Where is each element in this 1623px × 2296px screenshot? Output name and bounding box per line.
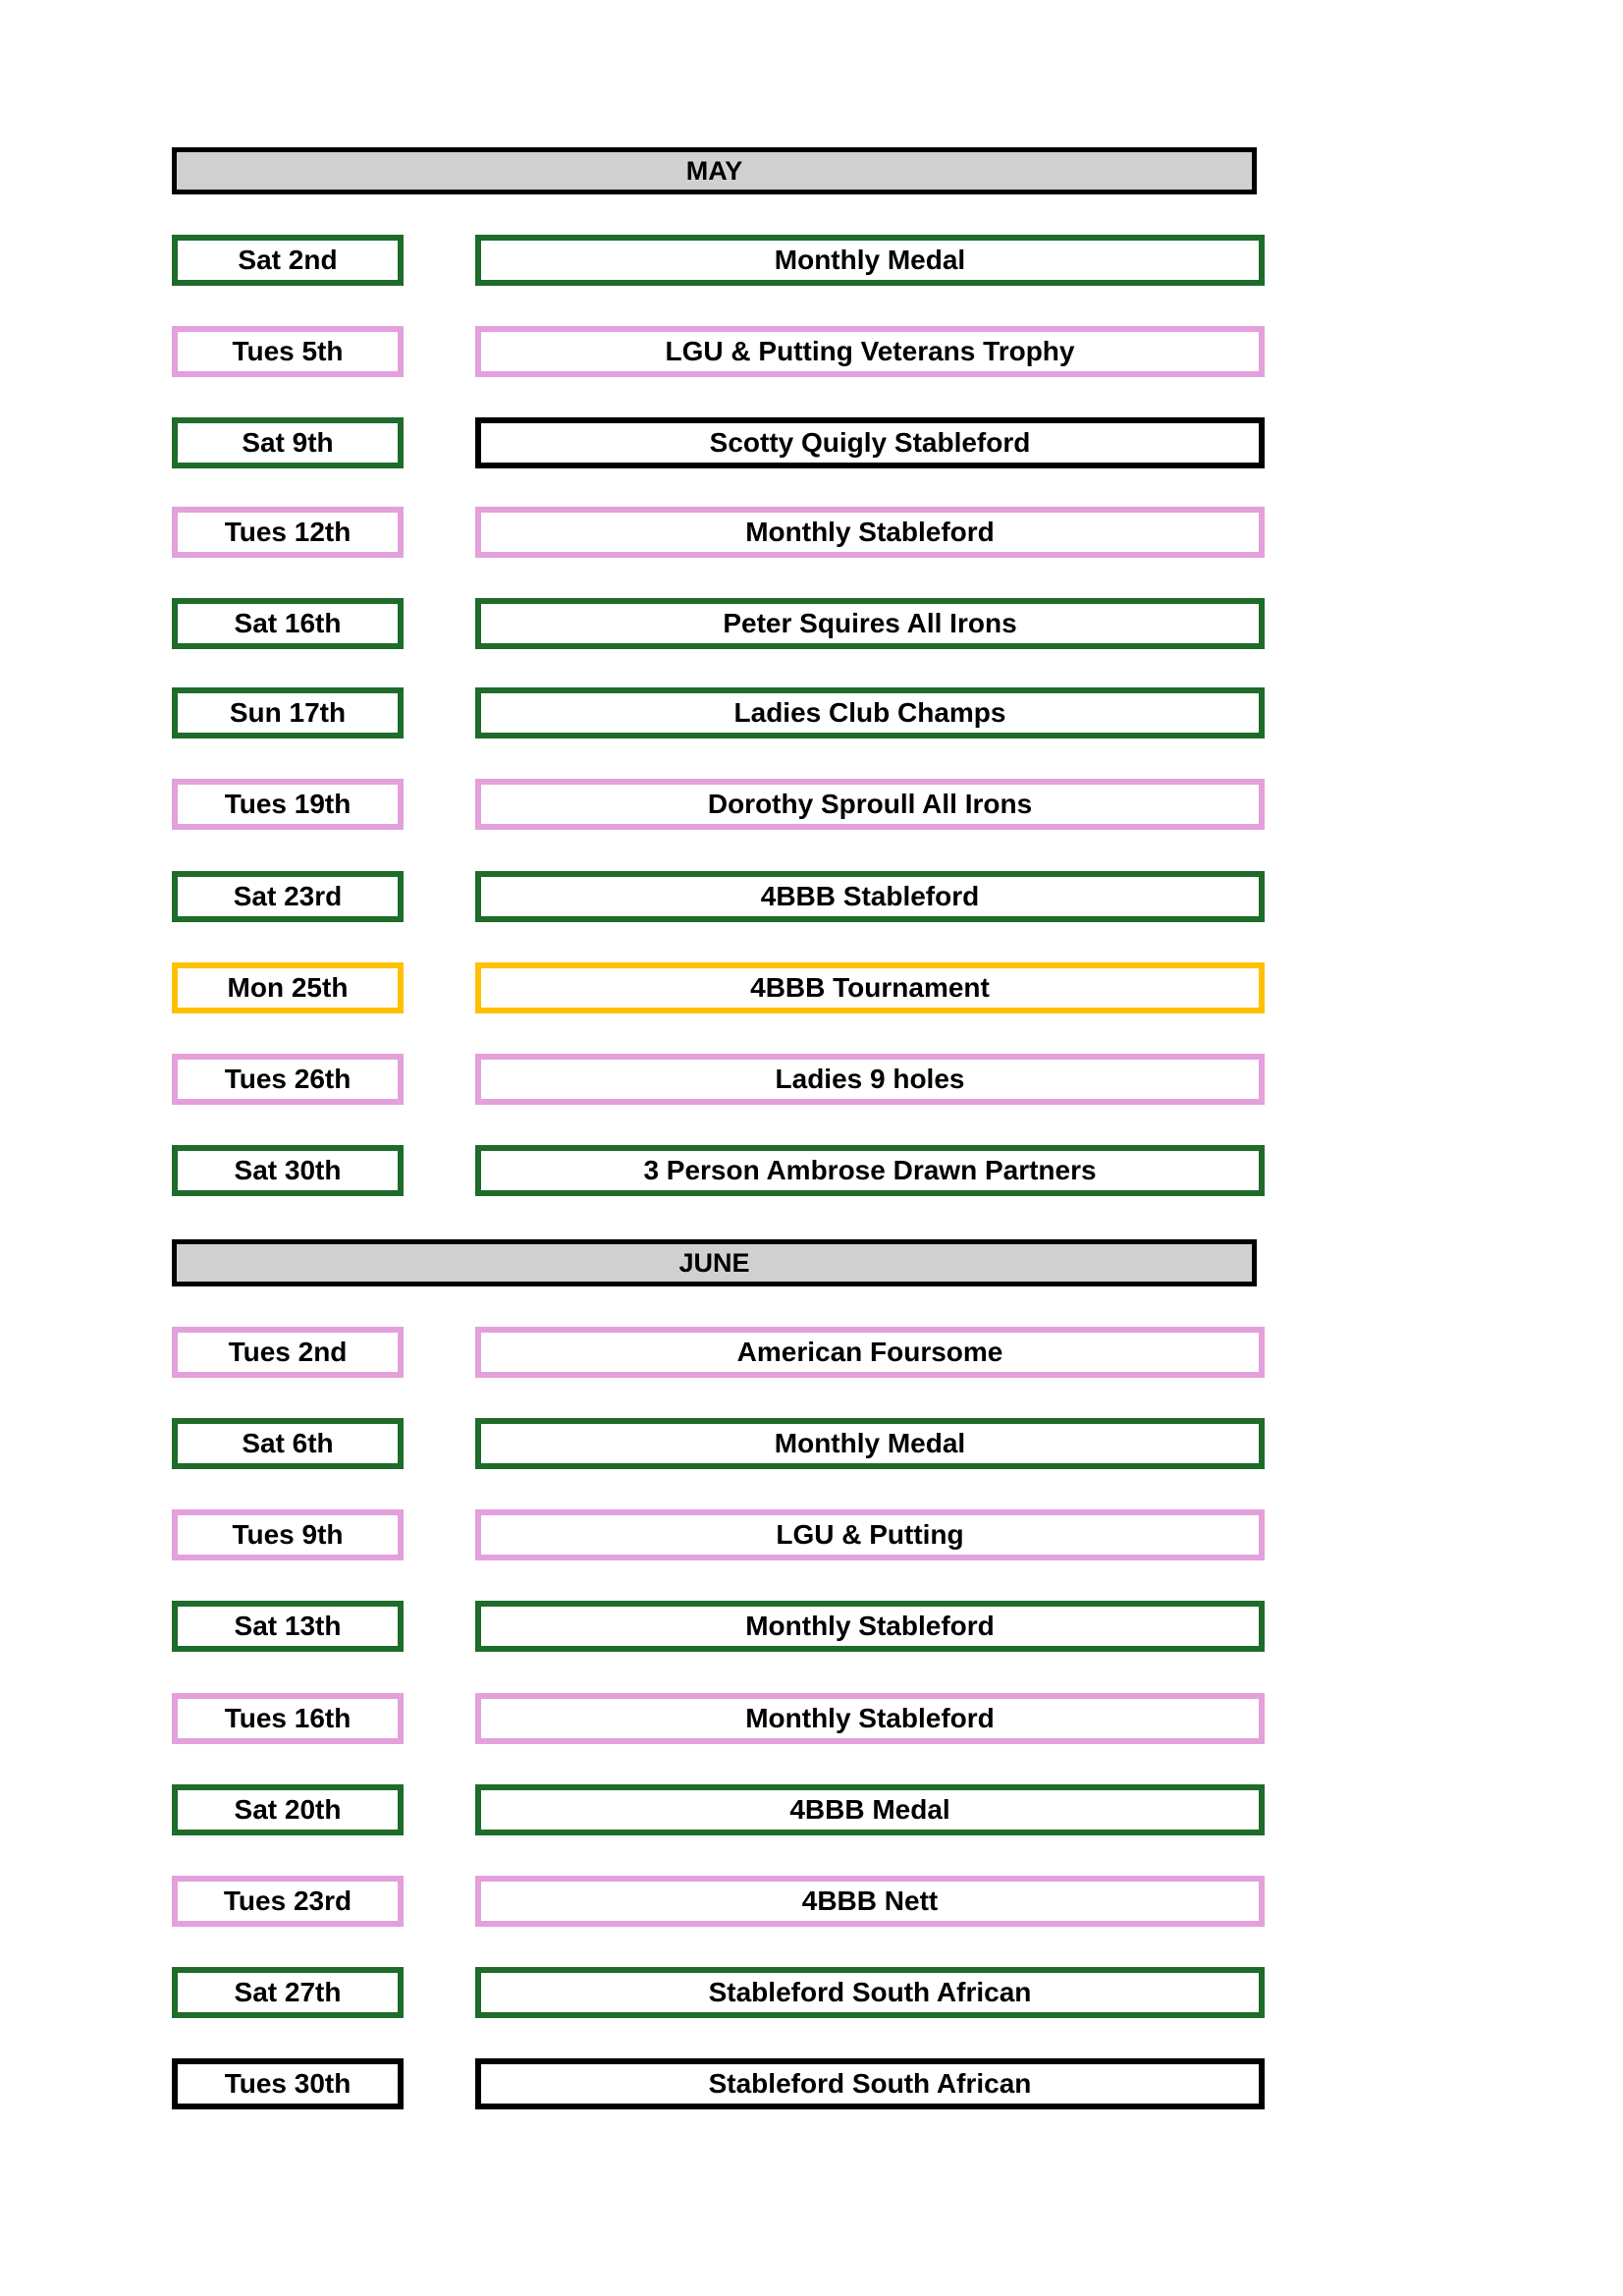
event-cell: Monthly Stableford: [475, 1601, 1265, 1652]
date-cell: Sat 16th: [172, 598, 404, 649]
event-cell: Scotty Quigly Stableford: [475, 417, 1265, 468]
date-cell: Sat 20th: [172, 1784, 404, 1835]
event-cell: Stableford South African: [475, 2058, 1265, 2109]
event-cell: LGU & Putting: [475, 1509, 1265, 1560]
date-cell: Tues 30th: [172, 2058, 404, 2109]
event-cell: LGU & Putting Veterans Trophy: [475, 326, 1265, 377]
date-cell: Tues 5th: [172, 326, 404, 377]
event-cell: Monthly Stableford: [475, 507, 1265, 558]
event-cell: Monthly Medal: [475, 1418, 1265, 1469]
date-cell: Tues 16th: [172, 1693, 404, 1744]
month-header-may: MAY: [172, 147, 1257, 194]
event-cell: Peter Squires All Irons: [475, 598, 1265, 649]
event-cell: Ladies Club Champs: [475, 687, 1265, 738]
event-cell: 4BBB Tournament: [475, 962, 1265, 1013]
date-cell: Sat 27th: [172, 1967, 404, 2018]
event-cell: 4BBB Stableford: [475, 871, 1265, 922]
date-cell: Tues 26th: [172, 1054, 404, 1105]
date-cell: Sat 13th: [172, 1601, 404, 1652]
date-cell: Sat 30th: [172, 1145, 404, 1196]
event-cell: Monthly Medal: [475, 235, 1265, 286]
date-cell: Tues 19th: [172, 779, 404, 830]
event-cell: 4BBB Nett: [475, 1876, 1265, 1927]
date-cell: Sat 23rd: [172, 871, 404, 922]
date-cell: Tues 12th: [172, 507, 404, 558]
date-cell: Sat 2nd: [172, 235, 404, 286]
date-cell: Tues 23rd: [172, 1876, 404, 1927]
date-cell: Mon 25th: [172, 962, 404, 1013]
event-cell: Monthly Stableford: [475, 1693, 1265, 1744]
date-cell: Tues 2nd: [172, 1327, 404, 1378]
event-cell: Dorothy Sproull All Irons: [475, 779, 1265, 830]
event-cell: American Foursome: [475, 1327, 1265, 1378]
date-cell: Sun 17th: [172, 687, 404, 738]
event-cell: 4BBB Medal: [475, 1784, 1265, 1835]
event-cell: 3 Person Ambrose Drawn Partners: [475, 1145, 1265, 1196]
month-header-june: JUNE: [172, 1239, 1257, 1286]
event-cell: Ladies 9 holes: [475, 1054, 1265, 1105]
event-cell: Stableford South African: [475, 1967, 1265, 2018]
date-cell: Sat 6th: [172, 1418, 404, 1469]
date-cell: Tues 9th: [172, 1509, 404, 1560]
date-cell: Sat 9th: [172, 417, 404, 468]
